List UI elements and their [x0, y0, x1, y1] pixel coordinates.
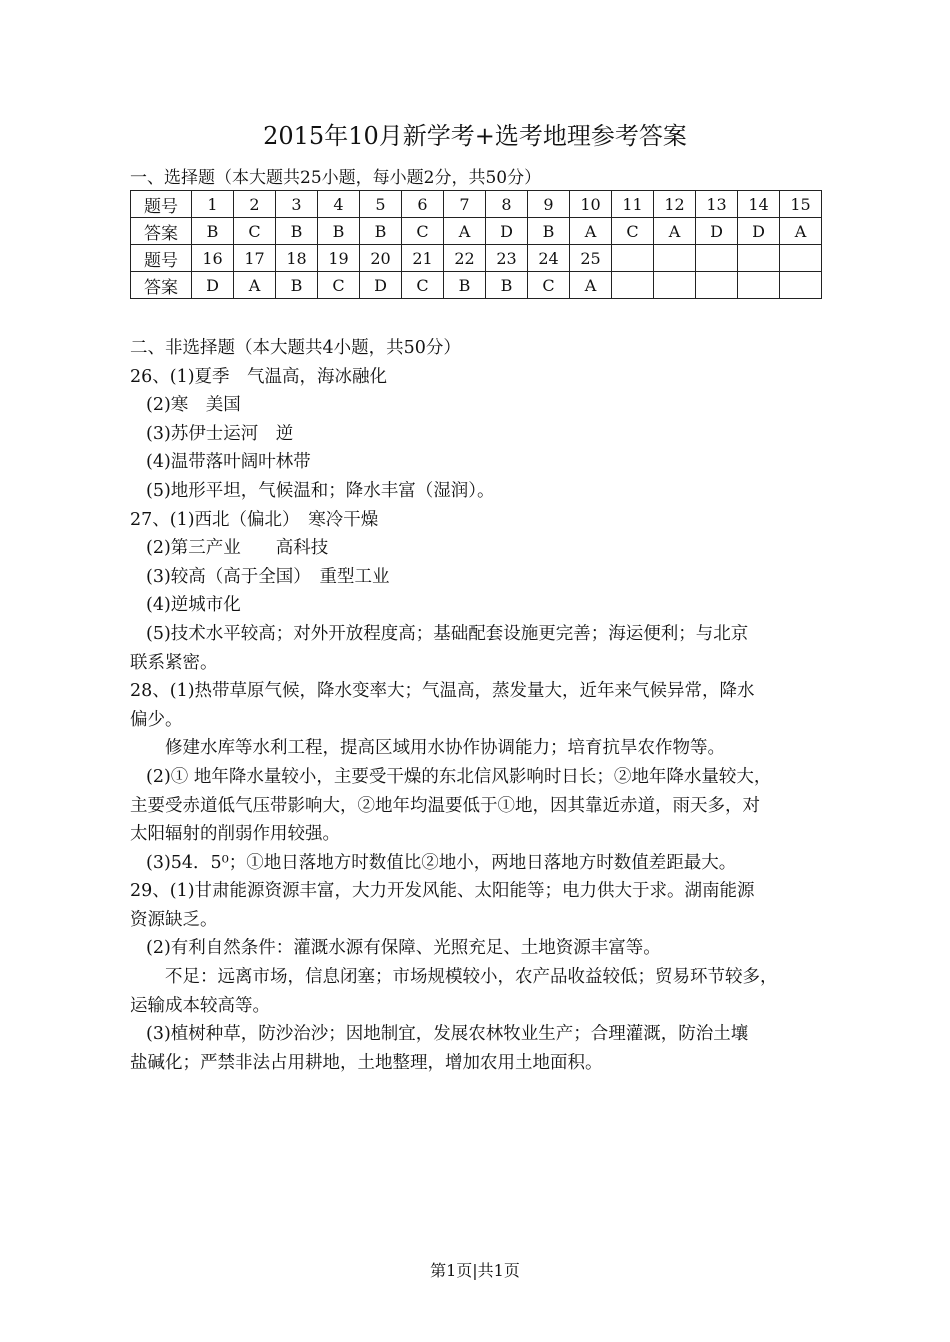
- table-cell: A: [780, 218, 822, 245]
- table-cell: A: [444, 218, 486, 245]
- table-cell: A: [570, 272, 612, 299]
- text-line: (5)技术水平较高；对外开放程度高；基础配套设施更完善；海运便利；与北京: [146, 623, 749, 644]
- text-line: 29、(1)甘肃能源资源丰富，大力开发风能、太阳能等；电力供大于求。湖南能源: [130, 881, 755, 902]
- table-cell: D: [696, 218, 738, 245]
- text-line: 联系紧密。: [130, 652, 218, 673]
- answer-table: [130, 190, 822, 299]
- table-cell: 9: [528, 191, 570, 218]
- table-cell: B: [486, 272, 528, 299]
- text-line: (2)寒 美国: [146, 395, 241, 416]
- text-line: 28、(1)热带草原气候，降水变率大；气温高，蒸发量大，近年来气候异常，降水: [130, 681, 755, 702]
- table-row: [131, 191, 822, 218]
- table-cell: C: [318, 272, 360, 299]
- text-line: 修建水库等水利工程，提高区域用水协作协调能力；培育抗旱农作物等。: [165, 738, 725, 759]
- table-cell: [696, 272, 738, 299]
- table-cell: C: [402, 218, 444, 245]
- table-cell: 8: [486, 191, 528, 218]
- table-cell: B: [192, 218, 234, 245]
- table-cell: 15: [780, 191, 822, 218]
- table-cell: B: [276, 218, 318, 245]
- text-line: (4)逆城市化: [146, 595, 241, 616]
- text-line: 运输成本较高等。: [130, 995, 270, 1016]
- table-row: [131, 218, 822, 245]
- page-footer: 第1页|共1页: [430, 1261, 520, 1280]
- table-cell: 21: [402, 245, 444, 272]
- text-line: 盐碱化；严禁非法占用耕地，土地整理，增加农用土地面积。: [130, 1052, 603, 1073]
- table-cell: A: [654, 218, 696, 245]
- table-cell: C: [402, 272, 444, 299]
- table-cell: C: [528, 272, 570, 299]
- table-cell: 11: [612, 191, 654, 218]
- table-cell: D: [192, 272, 234, 299]
- table-cell: B: [318, 218, 360, 245]
- text-line: (4)温带落叶阔叶林带: [146, 452, 311, 473]
- table-cell: C: [234, 218, 276, 245]
- table-cell: A: [234, 272, 276, 299]
- text-line: 资源缺乏。: [130, 909, 218, 930]
- text-line: 主要受赤道低气压带影响大，②地年均温要低于①地，因其靠近赤道，雨天多，对: [130, 795, 760, 816]
- text-line: (3)植树种草，防沙治沙；因地制宜，发展农林牧业生产；合理灌溉，防治土壤: [146, 1024, 749, 1045]
- row-header: 答案: [131, 272, 192, 299]
- text-line: 27、(1)西北（偏北） 寒冷干燥: [130, 509, 379, 530]
- table-cell: 19: [318, 245, 360, 272]
- row-header: 题号: [131, 191, 192, 218]
- page-title: 2015年10月新学考+选考地理参考答案: [263, 122, 687, 150]
- table-cell: [612, 245, 654, 272]
- table-cell: 24: [528, 245, 570, 272]
- table-cell: 1: [192, 191, 234, 218]
- text-line: (2)有利自然条件：灌溉水源有保障、光照充足、土地资源丰富等。: [146, 938, 661, 959]
- table-cell: B: [360, 218, 402, 245]
- table-cell: 4: [318, 191, 360, 218]
- text-line: (3)54．5⁰；①地日落地方时数值比②地小，两地日落地方时数值差距最大。: [146, 852, 737, 873]
- text-line: (3)苏伊士运河 逆: [146, 423, 294, 444]
- text-line: 不足：远离市场，信息闭塞；市场规模较小，农产品收益较低；贸易环节较多，: [165, 967, 778, 988]
- text-line: (3)较高（高于全国） 重型工业: [146, 566, 390, 587]
- table-cell: 25: [570, 245, 612, 272]
- table-cell: D: [738, 218, 780, 245]
- table-cell: 14: [738, 191, 780, 218]
- text-line: 26、(1)夏季 气温高，海冰融化: [130, 366, 388, 387]
- table-row: [131, 245, 822, 272]
- table-row: [131, 272, 822, 299]
- row-header: 答案: [131, 218, 192, 245]
- table-cell: 7: [444, 191, 486, 218]
- table-cell: B: [528, 218, 570, 245]
- table-cell: [738, 272, 780, 299]
- table-cell: 5: [360, 191, 402, 218]
- table-cell: [738, 245, 780, 272]
- text-line: (2)① 地年降水量较小，主要受干燥的东北信风影响时日长；②地年降水量较大，: [146, 766, 772, 787]
- table-cell: 18: [276, 245, 318, 272]
- table-cell: 6: [402, 191, 444, 218]
- row-header: 题号: [131, 245, 192, 272]
- table-cell: 12: [654, 191, 696, 218]
- table-cell: 17: [234, 245, 276, 272]
- table-cell: 16: [192, 245, 234, 272]
- text-line: 偏少。: [130, 709, 183, 730]
- text-line: (5)地形平坦，气候温和；降水丰富（湿润）。: [146, 480, 495, 501]
- table-cell: D: [360, 272, 402, 299]
- table-cell: 20: [360, 245, 402, 272]
- text-line: 太阳辐射的削弱作用较强。: [130, 824, 340, 845]
- table-cell: C: [612, 218, 654, 245]
- table-cell: 10: [570, 191, 612, 218]
- table-cell: 2: [234, 191, 276, 218]
- answer-body: [130, 334, 822, 1077]
- table-cell: 13: [696, 191, 738, 218]
- text-line: 二、非选择题（本大题共4小题，共50分）: [130, 338, 461, 358]
- table-cell: D: [486, 218, 528, 245]
- table-cell: [612, 272, 654, 299]
- table-cell: 22: [444, 245, 486, 272]
- text-line: (2)第三产业 高科技: [146, 538, 329, 559]
- table-cell: A: [570, 218, 612, 245]
- table-cell: [654, 245, 696, 272]
- section-heading: 一、选择题（本大题共25小题，每小题2分，共50分）: [130, 168, 542, 188]
- table-cell: B: [444, 272, 486, 299]
- table-cell: [654, 272, 696, 299]
- table-cell: [780, 272, 822, 299]
- table-cell: 23: [486, 245, 528, 272]
- table-cell: 3: [276, 191, 318, 218]
- table-cell: [780, 245, 822, 272]
- table-cell: [696, 245, 738, 272]
- table-cell: B: [276, 272, 318, 299]
